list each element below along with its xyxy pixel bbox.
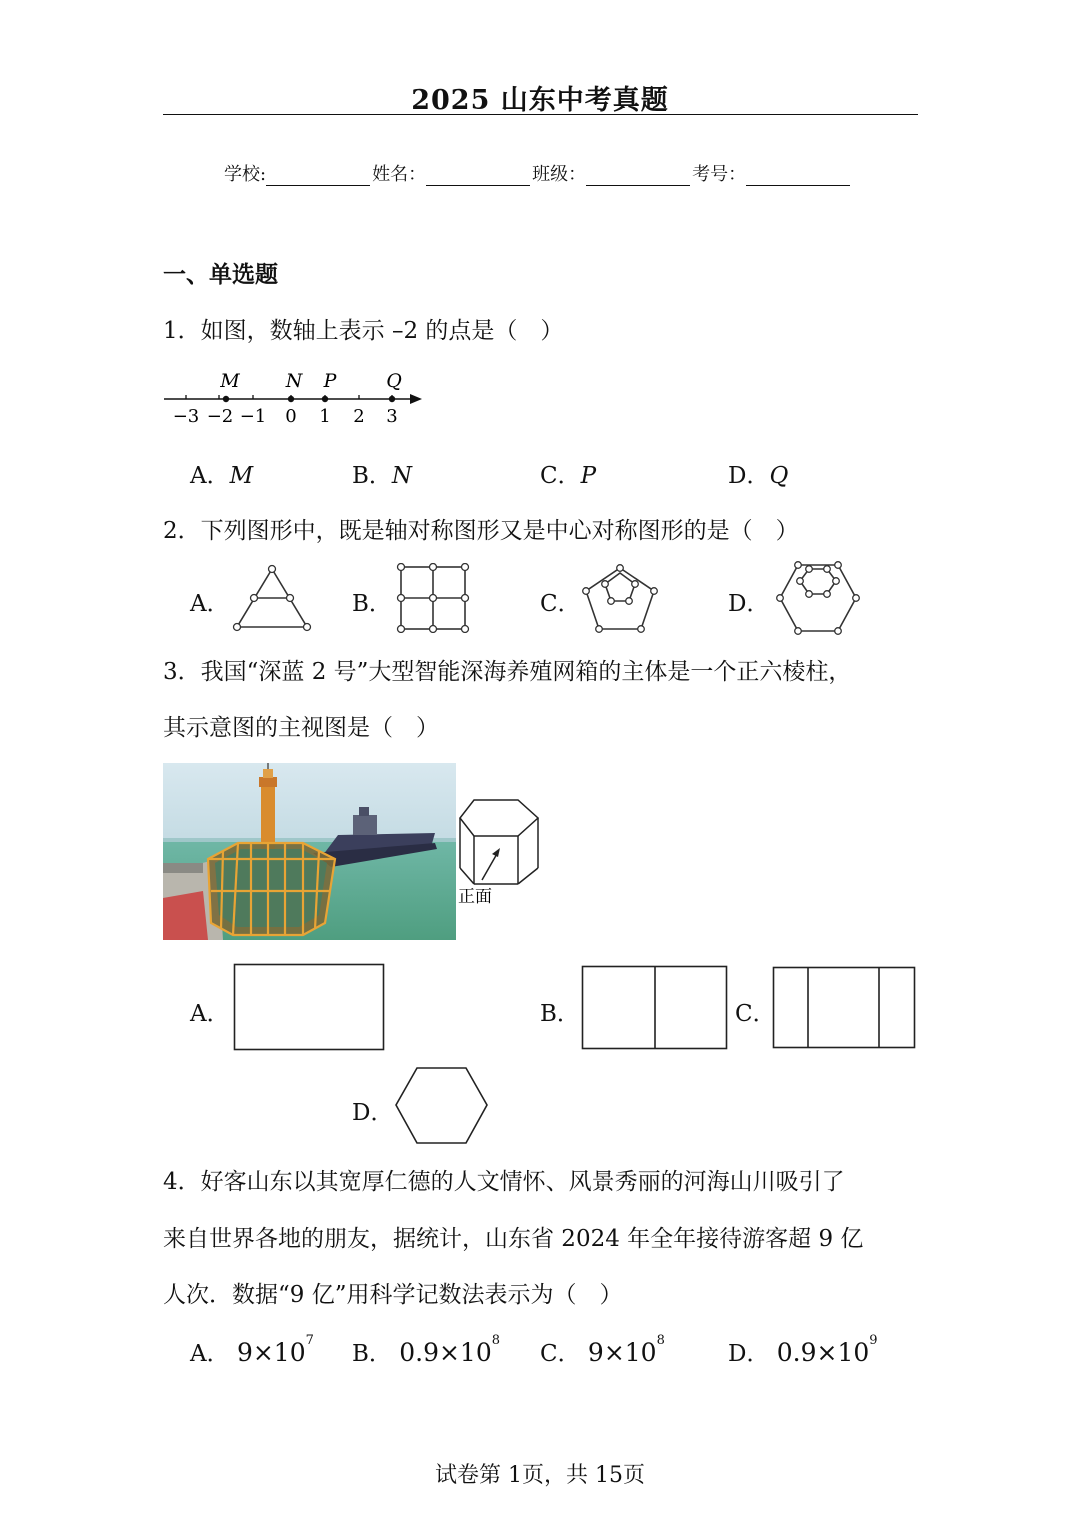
q1-option-d[interactable]: D．Q — [728, 463, 789, 489]
q1-option-a[interactable]: A．M — [190, 463, 254, 489]
q3-figure-d — [394, 1066, 490, 1146]
name-label: 姓名： — [372, 164, 427, 185]
tick-label: 2 — [353, 406, 365, 427]
exam-number-field[interactable] — [746, 165, 850, 186]
q3-figure-b — [581, 965, 730, 1051]
q4-option-d[interactable]: D． $0.9\times 10^9$ — [728, 1333, 878, 1367]
q4-option-c[interactable]: C． $9\times 10^8$ — [540, 1333, 665, 1367]
q2-figure-d — [776, 561, 860, 635]
q3-stem-line1: 3．我国“深蓝 2 号”大型智能深海养殖网箱的主体是一个正六棱柱， — [163, 659, 852, 685]
q4-stem-line1: 4．好客山东以其宽厚仁德的人文情怀、风景秀丽的河海山川吸引了 — [163, 1169, 845, 1195]
q3-stem-line2: 其示意图的主视图是（ ） — [163, 715, 439, 741]
point-label-m: M — [220, 370, 240, 392]
q2-figure-c — [582, 563, 658, 635]
q3-option-d-label[interactable]: D． — [352, 1100, 394, 1126]
q2-stem: 2．下列图形中，既是轴对称图形又是中心对称图形的是（ ） — [163, 518, 799, 544]
q1-option-c[interactable]: C．P — [540, 463, 597, 489]
page-title: 2025 山东中考真题 — [411, 85, 669, 116]
q3-option-a-label[interactable]: A． — [190, 1001, 230, 1027]
tick-label: 0 — [285, 406, 297, 427]
front-label: 正面 — [458, 887, 492, 907]
q3-figure-c — [772, 966, 917, 1050]
tick-label: 1 — [319, 406, 331, 427]
q1-number-line — [160, 364, 430, 428]
tick-label: −3 — [172, 406, 200, 427]
point-m — [223, 396, 229, 402]
page-footer: 试卷第 1页，共 15页 — [435, 1463, 645, 1488]
q4-option-b[interactable]: B． $0.9\times 10^8$ — [352, 1333, 501, 1367]
q4-option-a[interactable]: A． $9\times 10^7$ — [190, 1333, 314, 1367]
name-field[interactable] — [426, 165, 530, 186]
q2-figure-b — [396, 563, 470, 633]
q4-stem-line3: 人次．数据“9 亿”用科学记数法表示为（ ） — [163, 1282, 623, 1308]
q2-option-d-label[interactable]: D． — [728, 591, 770, 617]
class-field[interactable] — [586, 165, 690, 186]
arrow-icon — [492, 848, 500, 857]
school-field[interactable] — [266, 165, 370, 186]
q2-option-b-label[interactable]: B． — [352, 591, 392, 617]
exam-number-label: 考号： — [692, 164, 747, 185]
point-q — [389, 396, 395, 402]
tick-label: −1 — [239, 406, 267, 427]
q2-option-a-label[interactable]: A． — [190, 591, 230, 617]
q3-hexagonal-prism-figure — [456, 796, 546, 908]
point-label-n: N — [285, 370, 303, 392]
q1-option-b[interactable]: B．N — [352, 463, 413, 489]
point-label-q: Q — [386, 370, 402, 392]
point-n — [288, 396, 294, 402]
q2-option-c-label[interactable]: C． — [540, 591, 581, 617]
student-info-line — [224, 160, 852, 186]
axis-arrow-icon — [410, 394, 422, 404]
tick-label: −2 — [206, 406, 234, 427]
q1-stem: 1．如图，数轴上表示 –2 的点是（ ） — [163, 318, 564, 344]
class-label: 班级： — [532, 164, 587, 185]
q3-photo-fish-cage — [163, 763, 456, 940]
q3-option-b-label[interactable]: B． — [540, 1001, 580, 1027]
q4-stem-line2: 来自世界各地的朋友，据统计，山东省 2024 年全年接待游客超 9 亿 — [163, 1226, 864, 1252]
q3-option-c-label[interactable]: C． — [735, 1001, 776, 1027]
point-label-p: P — [323, 370, 337, 392]
school-label: 学校: — [224, 164, 267, 185]
point-p — [322, 396, 328, 402]
title-rule — [163, 114, 918, 115]
q2-figure-a — [232, 563, 314, 635]
q3-figure-a — [233, 963, 386, 1053]
section-title: 一、单选题 — [163, 261, 278, 288]
tick-label: 3 — [386, 406, 398, 427]
